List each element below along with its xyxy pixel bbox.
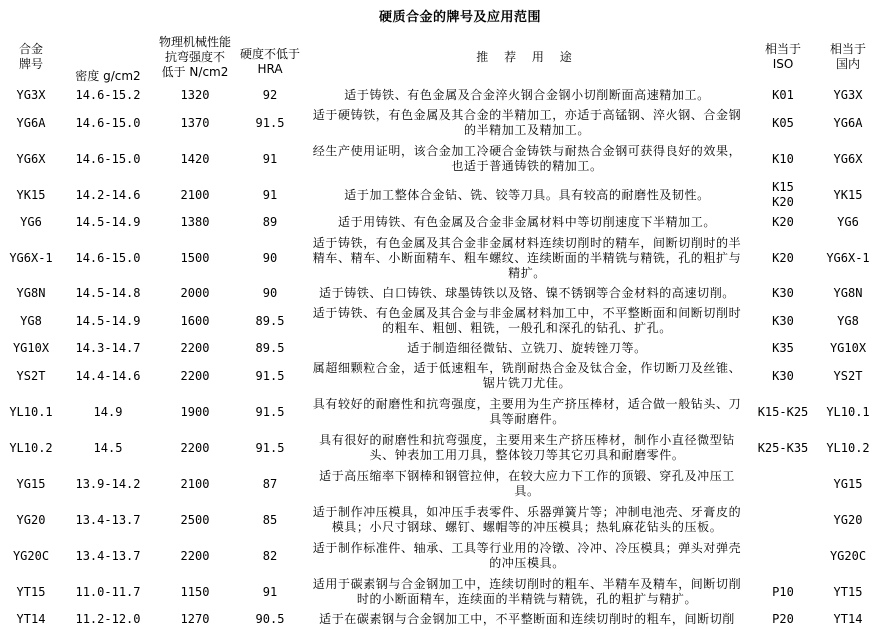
density-cell: 14.6-15.2	[75, 88, 141, 102]
strength-cell: 1900	[180, 404, 210, 419]
usage-cell: 适于铸铁，有色金属及其合金非金属材料连续切削时的精车，间断切削时的半精车、精车、小断面精车、粗车螺纹、连续断面的半精铣与精铣，孔的粗扩与精扩。	[312, 235, 742, 280]
usage-cell: 适于加工整体合金钻、铣、铰等刀具。具有较高的耐磨性及韧性。	[344, 187, 710, 202]
iso-cell: K15 K20	[772, 180, 794, 209]
domestic-cell: YG10X	[829, 341, 867, 355]
iso-cell: K05	[772, 115, 794, 130]
grade-cell: YG6	[20, 215, 42, 229]
density-cell: 13.4-13.7	[75, 548, 141, 563]
grade-cell: YG20C	[12, 548, 50, 563]
usage-cell: 适于铸铁、有色金属及其合金与非金属材料加工中，不平整断面和间断切削时的粗车、粗刨、粗铣，一般孔和深孔的钻孔、扩孔。	[312, 306, 742, 335]
iso-cell: K20	[772, 215, 794, 229]
table-row	[0, 574, 880, 610]
iso-cell	[750, 466, 816, 502]
grade-cell: YS2T	[16, 368, 46, 383]
density-cell: 11.2-12.0	[75, 612, 141, 626]
strength-cell: 1370	[180, 115, 210, 130]
hardness-cell: 91.5	[255, 440, 285, 455]
hardness-cell: 90.5	[255, 612, 285, 626]
hardness-cell: 91.5	[255, 368, 285, 383]
density-cell: 13.4-13.7	[75, 512, 141, 527]
domestic-cell: YG8	[837, 313, 859, 328]
grade-cell: YG6X-1	[9, 250, 53, 265]
strength-cell: 2100	[180, 187, 210, 202]
strength-cell: 2200	[180, 341, 210, 355]
strength-cell: 1380	[180, 215, 210, 229]
usage-cell: 适于硬铸铁，有色金属及其合金的半精加工，亦适于高锰钢、淬火钢、合金钢的半精加工及精加工。	[312, 108, 742, 137]
usage-cell: 属超细颗粒合金，适于低速粗车，铣削耐热合金及钛合金，作切断刀及丝锥、锯片铣刀尤佳。	[312, 361, 742, 390]
iso-cell	[750, 538, 816, 574]
header-usage: 推 荐 用 途	[476, 49, 578, 64]
table-row	[0, 213, 880, 232]
grade-cell: YT15	[16, 584, 46, 599]
iso-cell: P10	[772, 584, 794, 599]
domestic-cell: YG6A	[833, 115, 863, 130]
hardness-cell: 82	[262, 548, 278, 563]
density-cell: 14.5	[93, 440, 123, 455]
table-row	[0, 86, 880, 105]
strength-cell: 1150	[180, 584, 210, 599]
hardness-cell: 85	[262, 512, 278, 527]
table-row	[0, 358, 880, 394]
iso-cell: K20	[772, 250, 794, 265]
iso-cell: K25-K35	[757, 440, 809, 455]
hardness-cell: 90	[262, 286, 278, 300]
usage-cell: 适于制作标准件、轴承、工具等行业用的冷镦、冷冲、冷压模具；弹头对弹壳的冲压模具。	[312, 541, 742, 570]
header-density: 密度 g/cm2	[75, 69, 141, 83]
density-cell: 14.6-15.0	[75, 151, 141, 166]
iso-cell: K30	[772, 313, 794, 328]
domestic-cell: YL10.1	[826, 404, 870, 419]
table-row	[0, 538, 880, 574]
strength-cell: 2100	[180, 476, 210, 491]
usage-cell: 适于制作冲压模具，如冲压手表零件、乐器弹簧片等；冲制电池壳、牙膏皮的模具；小尺寸钢球、螺钉、螺帽等的冲压模具；热轧麻花钻头的压板。	[312, 505, 742, 534]
domestic-cell: YG20	[833, 512, 863, 527]
hardness-cell: 89.5	[255, 341, 285, 355]
grade-cell: YT14	[16, 612, 46, 626]
domestic-cell: YT15	[833, 584, 863, 599]
grade-cell: YK15	[16, 187, 46, 202]
iso-cell: K15-K25	[757, 404, 809, 419]
usage-cell: 适于用铸铁、有色金属及合金非金属材料中等切削速度下半精加工。	[337, 215, 716, 229]
density-cell: 14.4-14.6	[75, 368, 141, 383]
table-row	[0, 502, 880, 538]
grade-cell: YL10.2	[9, 440, 53, 455]
grade-cell: YG3X	[16, 88, 46, 102]
density-cell: 14.3-14.7	[75, 341, 141, 355]
hardness-cell: 87	[262, 476, 278, 491]
strength-cell: 2200	[180, 368, 210, 383]
iso-cell: K30	[772, 286, 794, 300]
grade-cell: YG15	[16, 476, 46, 491]
usage-cell: 适于在碳素钢与合金钢加工中，不平整断面和连续切削时的粗车，间断切削	[319, 612, 735, 626]
domestic-cell: YS2T	[833, 368, 863, 383]
grade-cell: YG20	[16, 512, 46, 527]
strength-cell: 2500	[180, 512, 210, 527]
header-row	[0, 28, 880, 86]
header-iso: 相当于 ISO	[764, 42, 801, 71]
header-hardness: 硬度不低于 HRA	[239, 47, 300, 76]
iso-cell: P20	[772, 612, 794, 626]
usage-cell: 具有很好的耐磨性和抗弯强度，主要用来生产挤压棒材，制作小直径微型钻头、钟表加工用刀具，整体铰刀等其它刃具和耐磨零件。	[319, 433, 735, 462]
usage-cell: 适于高压缩率下钢棒和钢管拉伸，在较大应力下工作的顶锻、穿孔及冲压工具。	[319, 469, 735, 498]
grade-cell: YG8N	[16, 286, 46, 300]
strength-cell: 2200	[180, 440, 210, 455]
grade-cell: YG10X	[12, 341, 50, 355]
domestic-cell: YG6	[837, 215, 859, 229]
hardness-cell: 90	[262, 250, 278, 265]
usage-cell: 适用于碳素钢与合金钢加工中，连续切削时的粗车、半精车及精车，间断切削时的小断面精车，连续面的半精铣与精铣，孔的粗扩与精扩。	[312, 577, 742, 606]
grade-cell: YG6A	[16, 115, 46, 130]
table-row	[0, 177, 880, 213]
density-cell: 14.5-14.9	[75, 215, 141, 229]
hardness-cell: 92	[262, 88, 278, 102]
table-row	[0, 430, 880, 466]
table-row	[0, 466, 880, 502]
domestic-cell: YL10.2	[826, 440, 870, 455]
strength-cell: 2200	[180, 548, 210, 563]
density-cell: 11.0-11.7	[75, 584, 141, 599]
strength-cell: 1420	[180, 151, 210, 166]
table-row	[0, 303, 880, 339]
density-cell: 13.9-14.2	[75, 476, 141, 491]
table-row	[0, 610, 880, 629]
iso-cell: K01	[772, 88, 794, 102]
density-cell: 14.2-14.6	[75, 187, 141, 202]
hardness-cell: 89	[262, 215, 278, 229]
strength-cell: 1600	[180, 313, 210, 328]
hardness-cell: 91.5	[255, 115, 285, 130]
iso-cell	[750, 502, 816, 538]
hardness-cell: 91	[262, 584, 278, 599]
usage-cell: 经生产使用证明，该合金加工冷硬合金铸铁与耐热合金钢可获得良好的效果，也适于普通铸铁的精加工。	[312, 144, 742, 173]
usage-cell: 适于制造细径微钻、立铣刀、旋转锉刀等。	[407, 341, 647, 355]
grade-cell: YL10.1	[9, 404, 53, 419]
usage-cell: 适于铸铁、有色金属及合金淬火钢合金钢小切削断面高速精加工。	[344, 88, 710, 102]
grade-cell: YG6X	[16, 151, 46, 166]
table-row	[0, 394, 880, 430]
density-cell: 14.9	[93, 404, 123, 419]
header-domestic: 相当于 国内	[829, 42, 866, 71]
domestic-cell: YG3X	[833, 88, 863, 102]
alloy-grade-table	[0, 28, 880, 629]
header-strength: 物理机械性能 抗弯强度不 低于 N/cm2	[158, 34, 231, 79]
domestic-cell: YG6X-1	[826, 250, 870, 265]
domestic-cell: YG6X	[833, 151, 863, 166]
domestic-cell: YK15	[833, 187, 863, 202]
table-row	[0, 284, 880, 303]
table-row	[0, 232, 880, 284]
table-row	[0, 339, 880, 358]
table-row	[0, 105, 880, 141]
table-row	[0, 141, 880, 177]
domestic-cell: YT14	[833, 612, 863, 626]
iso-cell: K35	[772, 341, 794, 355]
page-title: 硬质合金的牌号及应用范围	[378, 10, 541, 25]
strength-cell: 1320	[180, 88, 210, 102]
grade-cell: YG8	[20, 313, 42, 328]
hardness-cell: 91	[262, 187, 278, 202]
iso-cell: K10	[772, 151, 794, 166]
header-grade: 合金 牌号	[18, 42, 43, 71]
density-cell: 14.5-14.9	[75, 313, 141, 328]
density-cell: 14.6-15.0	[75, 115, 141, 130]
domestic-cell: YG20C	[829, 548, 867, 563]
density-cell: 14.5-14.8	[75, 286, 141, 300]
strength-cell: 2000	[180, 286, 210, 300]
domestic-cell: YG8N	[833, 286, 863, 300]
usage-cell: 适于铸铁、白口铸铁、球墨铸铁以及铬、镍不锈钢等合金材料的高速切削。	[319, 286, 735, 300]
hardness-cell: 89.5	[255, 313, 285, 328]
iso-cell: K30	[772, 368, 794, 383]
hardness-cell: 91	[262, 151, 278, 166]
usage-cell: 具有较好的耐磨性和抗弯强度，主要用为生产挤压棒材，适合做一般钻头、刀具等耐磨件。	[312, 397, 742, 426]
domestic-cell: YG15	[833, 476, 863, 491]
strength-cell: 1500	[180, 250, 210, 265]
strength-cell: 1270	[180, 612, 210, 626]
hardness-cell: 91.5	[255, 404, 285, 419]
density-cell: 14.6-15.0	[75, 250, 141, 265]
